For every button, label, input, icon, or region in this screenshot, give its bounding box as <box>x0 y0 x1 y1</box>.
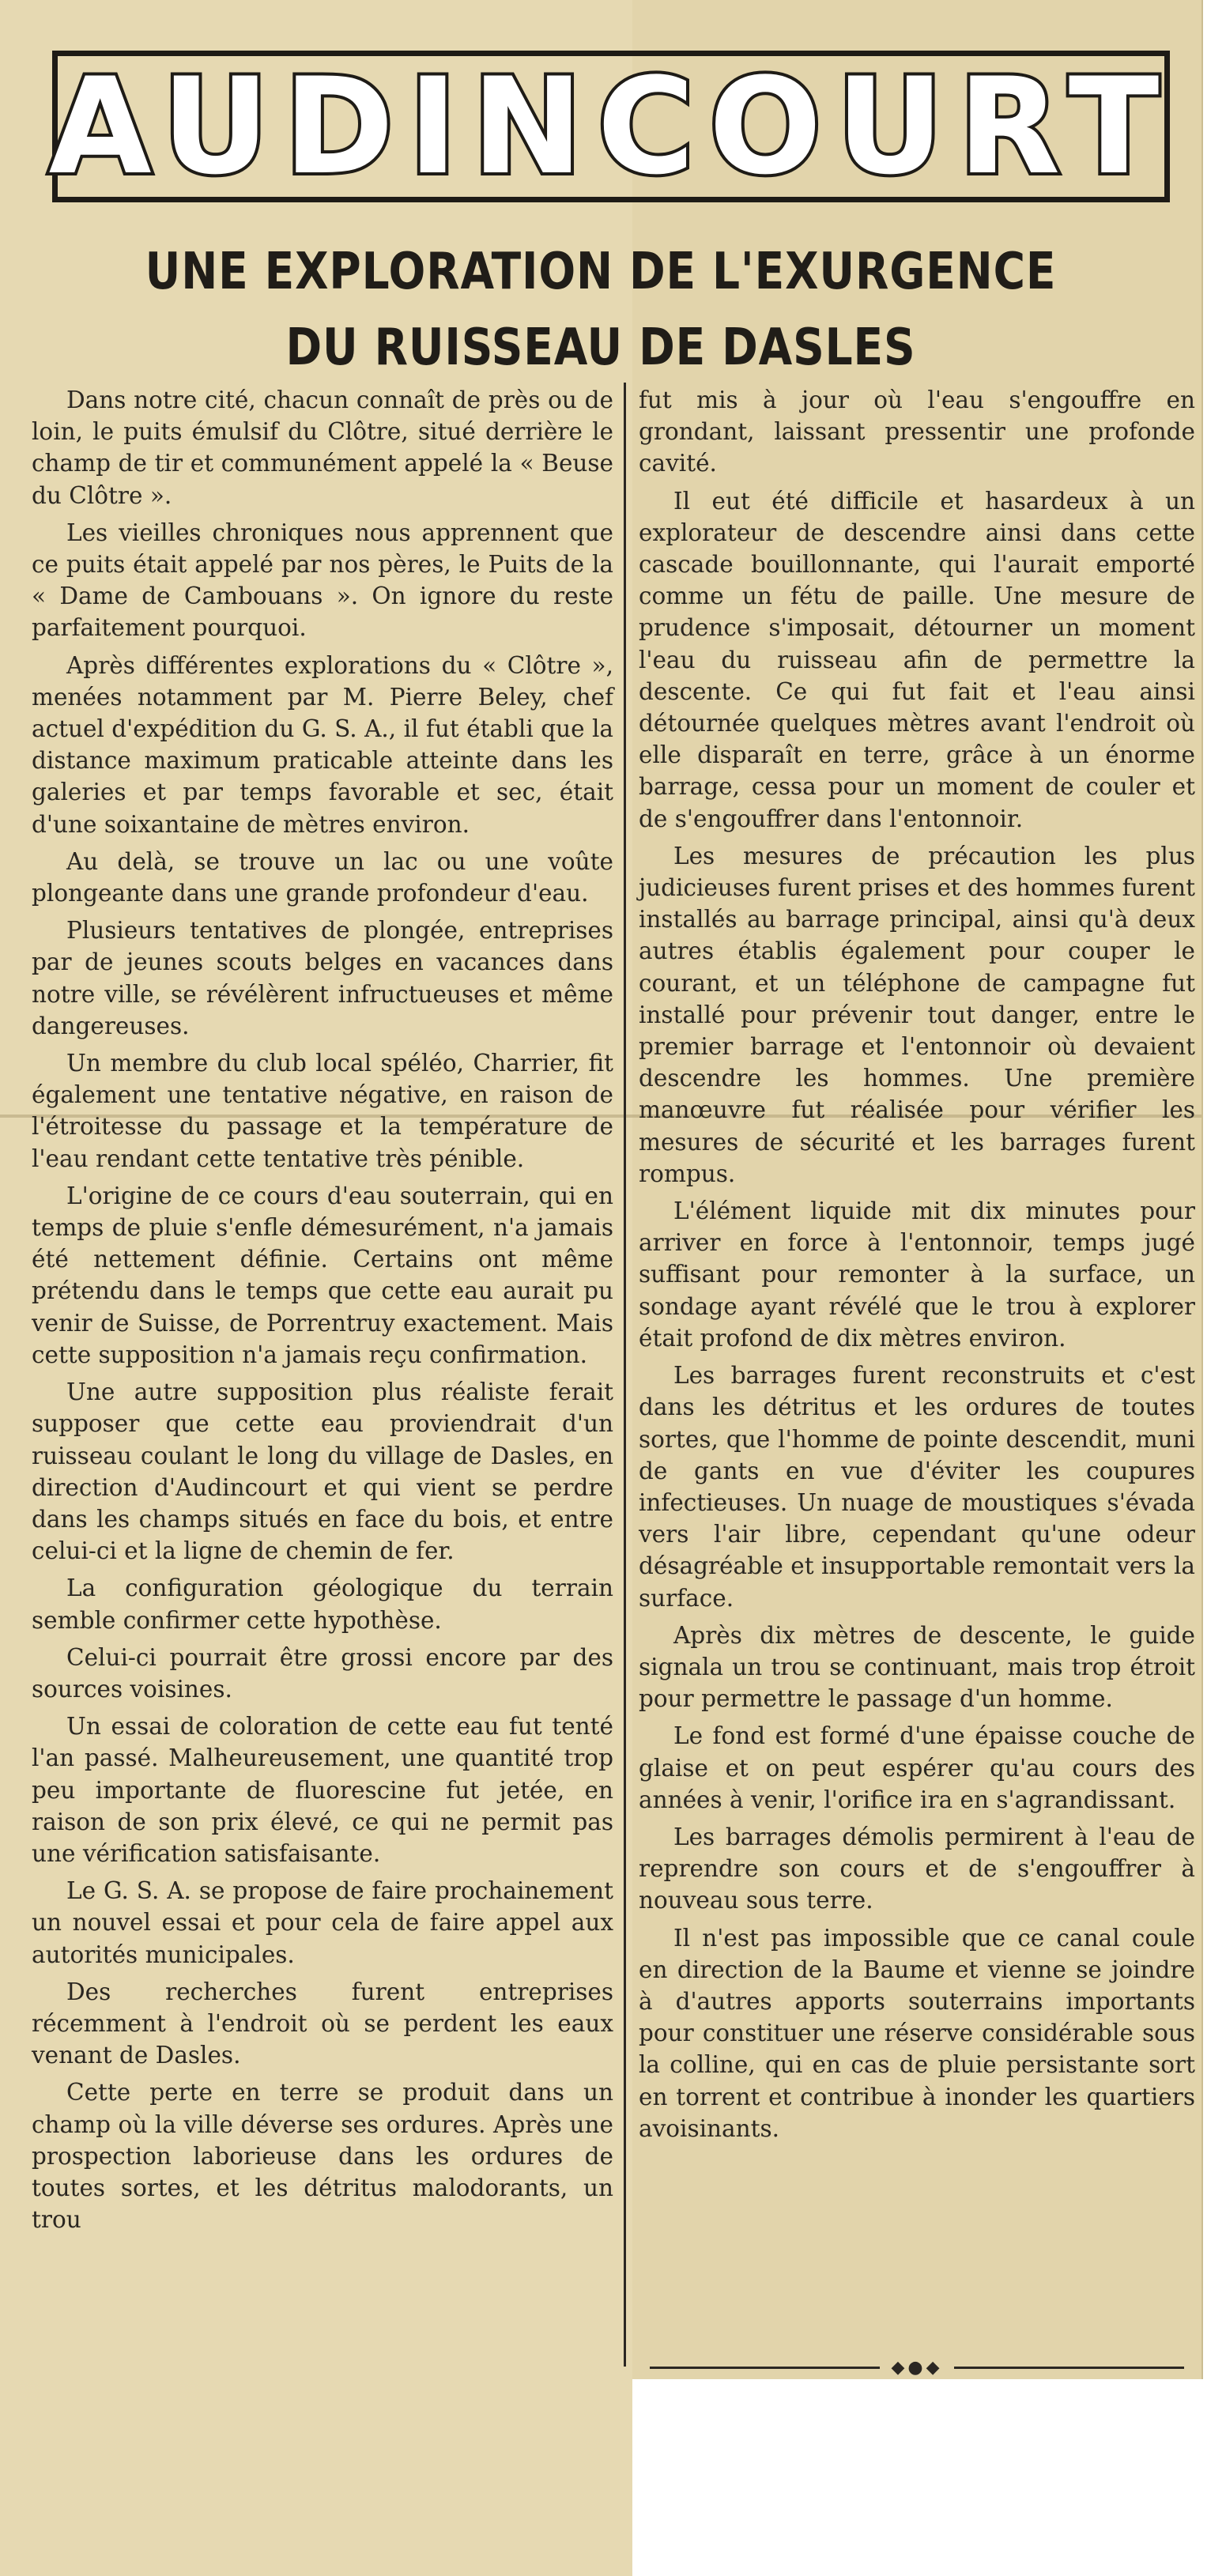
paragraph: Celui-ci pourrait être grossi encore par des sources voisines. <box>32 1643 613 1703</box>
paragraph: Les barrages démolis permirent à l'eau de reprendre son cours et de s'engouffrer à nouveau sous terre. <box>639 1823 1195 1914</box>
article-column-2 <box>639 384 1195 2150</box>
paragraph: Le fond est formé d'une épaisse couche de glaise et on peut espérer qu'au cours des années à venir, l'orifice ira en s'agrandissant. <box>639 1722 1195 1813</box>
paragraph: Plusieurs tentatives de plongée, entreprises par de jeunes scouts belges en vacances dans notre ville, se révélèrent infructueuses et même dangereuses. <box>32 917 613 1039</box>
paragraph: Après dix mètres de descente, le guide signala un trou se continuant, mais trop étroit pour permettre le passage d'un homme. <box>639 1621 1195 1713</box>
article-headline-line-2: DU RUISSEAU DE DASLES <box>285 319 916 377</box>
ornament-diamond-icon: ◆●◆ <box>891 2357 943 2378</box>
paragraph: Cette perte en terre se produit dans un champ où la ville déverse ses ordures. Après une prospection laborieuse dans les ordures de toutes sortes, et les détritus malodorants, un trou <box>32 2079 613 2234</box>
masthead-title: AUDINCOURT <box>48 49 1174 204</box>
paragraph: Une autre supposition plus réaliste ferait supposer que cette eau proviendrait d'un ruisseau coulant le long du village de Dasles, en direction d'Audincourt et qui vient se perdre dans les champs situés en face du bois, et entre celui-ci et la ligne de chemin de fer. <box>32 1379 613 1565</box>
paragraph: Les barrages furent reconstruits et c'est dans les détritus et les ordures de toutes sortes, que l'homme de pointe descendit, muni de gants en vue d'éviter les coupures infectieuses. Un nuage de moustiques s'évada vers l'air libre, cependant qu'une odeur désagréable et insupportable remontait vers la surface. <box>639 1362 1195 1612</box>
ornament-rule-right <box>954 2367 1184 2369</box>
paragraph: Il n'est pas impossible que ce canal coule en direction de la Baume et vienne se joindre à d'autres apports souterrains importants pour constituer une réserve considérable sous la colline, qui en cas de pluie persistante sort en torrent et contribue à inonder les quartiers avoisinants. <box>639 1924 1195 2142</box>
paragraph: fut mis à jour où l'eau s'engouffre en grondant, laissant pressentir une profonde cavité. <box>639 387 1195 477</box>
masthead <box>48 49 1174 204</box>
paragraph: Il eut été difficile et hasardeux à un explorateur de descendre ainsi dans cette cascade bouillonnante, qui l'aurait emporté comme un fétu de paille. Une mesure de prudence s'imposait, détourner un moment l'eau du ruisseau afin de permettre la descente. Ce qui fut fait et l'eau ainsi détournée quelques mètres avant l'endroit où elle disparaît en terre, grâce à un énorme barrage, cessa pour un moment de couler et de s'engouffrer dans l'entonnoir. <box>639 487 1195 832</box>
ornament-rule-left <box>650 2367 880 2369</box>
article-column-1 <box>32 384 613 2241</box>
paragraph: Les vieilles chroniques nous apprennent que ce puits était appelé par nos pères, le Puits de la « Dame de Cambouans ». On ignore du reste parfaitement pourquoi. <box>32 519 613 642</box>
column-divider <box>624 383 626 2367</box>
paragraph: L'origine de ce cours d'eau souterrain, qui en temps de pluie s'enfle démesurément, n'a jamais été nettement définie. Certains ont même prétendu dans le temps que cette eau aurait pu venir de Suisse, de Porrentruy exactement. Mais cette supposition n'a jamais reçu confirmation. <box>32 1182 613 1368</box>
paragraph: Au delà, se trouve un lac ou une voûte plongeante dans une grande profondeur d'eau. <box>32 847 613 907</box>
paragraph: Le G. S. A. se propose de faire prochainement un nouvel essai et pour cela de faire appel aux autorités municipales. <box>32 1877 613 1968</box>
paragraph: Après différentes explorations du « Clôtre », menées notamment par M. Pierre Beley, chef actuel d'expédition du G. S. A., il fut établi que la distance maximum praticable atteinte dans les galeries et par temps favorable et sec, était d'une soixantaine de mètres environ. <box>32 651 613 838</box>
paragraph: L'élément liquide mit dix minutes pour arriver en force à l'entonnoir, temps jugé suffisant pour remonter à la surface, un sondage ayant révélé que le trou à explorer était profond de dix mètres environ. <box>639 1197 1195 1352</box>
paragraph: Les mesures de précaution les plus judicieuses furent prises et des hommes furent installés au barrage principal, ainsi qu'à deux autres établis également pour couper le courant, et un téléphone de campagne fut installé pour prévenir tout danger, entre le premier barrage et l'entonnoir où devaient descendre les hommes. Une première manœuvre fut réalisée pour vérifier les mesures de sécurité et les barrages furent rompus. <box>639 842 1195 1187</box>
paragraph: Un membre du club local spéléo, Charrier, fit également une tentative négative, en raison de l'étroitesse du passage et la température de l'eau rendant cette tentative très pénible. <box>32 1050 613 1172</box>
paragraph: La configuration géologique du terrain semble confirmer cette hypothèse. <box>32 1575 613 1634</box>
article-headline-line-1: UNE EXPLORATION DE L'EXURGENCE <box>145 243 1057 301</box>
paragraph: Des recherches furent entreprises récemment à l'endroit où se perdent les eaux venant de Dasles. <box>32 1978 613 2069</box>
paragraph: Un essai de coloration de cette eau fut tenté l'an passé. Malheureusement, une quantité trop peu importante de fluorescine fut jetée, en raison de son prix élevé, ce qui ne permit pas une vérification satisfaisante. <box>32 1713 613 1867</box>
article-end-ornament <box>639 2355 1195 2379</box>
paragraph: Dans notre cité, chacun connaît de près ou de loin, le puits émulsif du Clôtre, situé derrière le champ de tir et communément appelé la « Beuse du Clôtre ». <box>32 387 613 509</box>
